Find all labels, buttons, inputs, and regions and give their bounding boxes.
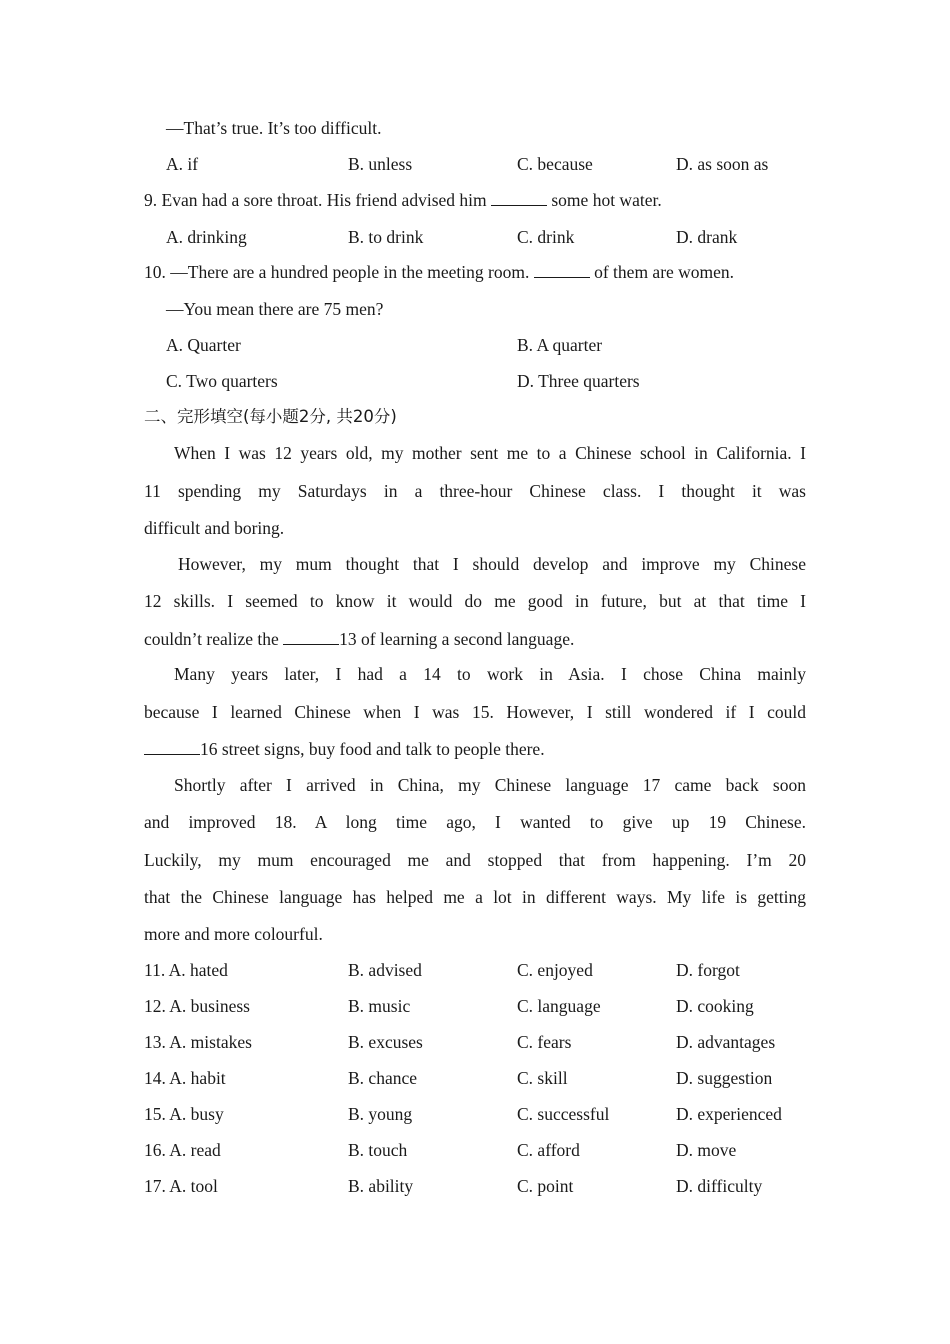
passage-line: [144, 738, 545, 760]
choice-14-b: B. chance: [348, 1068, 417, 1088]
passage-line: [144, 628, 574, 650]
passage-line: However, my mum thought that I should develop and improve my Chinese: [178, 554, 806, 574]
q10-option-a: A. Quarter: [166, 335, 241, 355]
q9-option-d: D. drank: [676, 227, 738, 247]
q9-option-b: B. to drink: [348, 227, 424, 247]
q9-text-after: some hot water.: [551, 190, 662, 210]
passage-line: [144, 849, 806, 871]
passage-text: Luckily, my mum encouraged me and stopped that from happening. I’m: [144, 850, 772, 870]
passage-text: couldn’t realize the: [144, 629, 279, 649]
q9-blank: [491, 191, 547, 206]
choice-16-b: B. touch: [348, 1140, 408, 1160]
blank-16: [144, 740, 200, 755]
q8-option-b: B. unless: [348, 154, 413, 174]
passage-line: more and more colourful.: [144, 924, 323, 944]
choice-17-b: B. ability: [348, 1176, 414, 1196]
q8-option-c: C. because: [517, 154, 593, 174]
choice-11-c: C. enjoyed: [517, 960, 593, 980]
choice-16-a: 16. A. read: [144, 1140, 221, 1160]
passage-line: [144, 811, 806, 833]
passage-line: [144, 590, 806, 612]
choice-16-d: D. move: [676, 1140, 737, 1160]
choice-17-a: 17. A. tool: [144, 1176, 218, 1196]
choice-15-b: B. young: [348, 1104, 413, 1124]
q10-reply: —You mean there are 75 men?: [166, 299, 384, 319]
choice-12-a: 12. A. business: [144, 996, 250, 1016]
choice-12-d: D. cooking: [676, 996, 754, 1016]
q10-stem: [144, 261, 734, 283]
choice-14-a: 14. A. habit: [144, 1068, 226, 1088]
passage-text: 12 skills. I seemed to know it would do me good in future, but at that time I: [144, 591, 806, 611]
passage-text: 15. However, I still wondered if I could: [471, 702, 807, 722]
passage-text: 20: [788, 850, 807, 870]
choice-15-c: C. successful: [517, 1104, 610, 1124]
passage-text: Shortly after I arrived in China, my Chinese language: [174, 775, 629, 795]
passage-text: Many years later, I had a: [174, 664, 407, 684]
section-heading: 二、完形填空(每小题2分, 共20分): [144, 407, 397, 426]
passage-text: because I learned Chinese when I was: [144, 702, 460, 722]
passage-line: When I was 12 years old, my mother sent me to a Chinese school in California. I: [174, 443, 806, 463]
q10-option-d: D. Three quarters: [517, 371, 640, 391]
choice-11-a: 11. A. hated: [144, 960, 228, 980]
q9-option-c: C. drink: [517, 227, 575, 247]
q8-option-d: D. as soon as: [676, 154, 769, 174]
choice-11-d: D. forgot: [676, 960, 740, 980]
passage-text: 16 street signs, buy food and talk to people there.: [200, 739, 545, 759]
passage-line: difficult and boring.: [144, 518, 285, 538]
q10-text-before: 10. —There are a hundred people in the meeting room.: [144, 262, 530, 282]
blank-13: [283, 630, 339, 645]
choice-15-a: 15. A. busy: [144, 1104, 224, 1124]
choice-12-b: B. music: [348, 996, 411, 1016]
q8-reply: —That’s true. It’s too difficult.: [166, 118, 382, 138]
choice-14-d: D. suggestion: [676, 1068, 773, 1088]
passage-text: 11 spending my Saturdays in a three-hour Chinese class. I thought it was: [144, 481, 806, 501]
passage-text: 19 Chinese.: [708, 812, 807, 832]
choice-15-d: D. experienced: [676, 1104, 782, 1124]
q10-blank: [534, 263, 590, 278]
q9-stem: [144, 189, 662, 211]
choice-13-b: B. excuses: [348, 1032, 423, 1052]
choice-14-c: C. skill: [517, 1068, 568, 1088]
q9-option-a: A. drinking: [166, 227, 247, 247]
passage-text: 14 to work in Asia. I chose China mainly: [423, 664, 806, 684]
choice-13-d: D. advantages: [676, 1032, 776, 1052]
choice-13-a: 13. A. mistakes: [144, 1032, 252, 1052]
passage-line: [174, 663, 806, 685]
choice-11-b: B. advised: [348, 960, 422, 980]
passage-line: that the Chinese language has helped me a lot in different ways. My life is getting: [144, 887, 806, 907]
choice-17-c: C. point: [517, 1176, 574, 1196]
q8-option-a: A. if: [166, 154, 199, 174]
passage-text: 18. A long time ago, I wanted to give up: [274, 812, 690, 832]
choice-17-d: D. difficulty: [676, 1176, 763, 1196]
q9-text-before: 9. Evan had a sore throat. His friend advised him: [144, 190, 487, 210]
q10-option-c: C. Two quarters: [166, 371, 278, 391]
passage-text: and improved: [144, 812, 256, 832]
choice-16-c: C. afford: [517, 1140, 580, 1160]
q10-text-after: of them are women.: [594, 262, 735, 282]
passage-line: [144, 480, 806, 502]
choice-13-c: C. fears: [517, 1032, 572, 1052]
passage-line: [174, 774, 806, 796]
choice-12-c: C. language: [517, 996, 601, 1016]
q10-option-b: B. A quarter: [517, 335, 603, 355]
passage-text: 13 of learning a second language.: [339, 629, 575, 649]
passage-text: 17 came back soon: [642, 775, 806, 795]
passage-line: [144, 701, 806, 723]
